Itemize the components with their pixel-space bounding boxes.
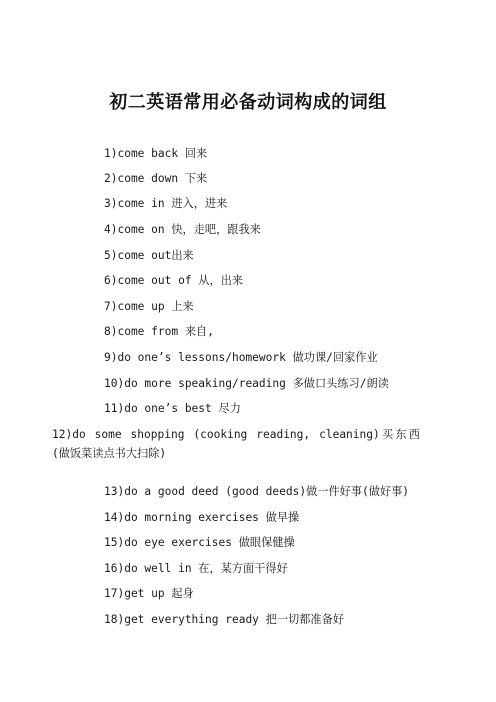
list-item: 10)do more speaking/reading 多做口头练习/朗读 [104, 377, 389, 390]
list-item: 17)get up 起身 [104, 587, 194, 600]
list-item: 11)do one’s best 尽力 [104, 402, 241, 415]
list-item: 5)come out出来 [104, 249, 194, 262]
list-item: 6)come out of 从，出来 [104, 274, 244, 287]
list-item: 18)get everything ready 把一切都准备好 [104, 613, 344, 626]
list-item: 8)come from 来自, [104, 325, 214, 338]
list-item: 4)come on 快，走吧，跟我来 [104, 223, 261, 236]
list-item: 1)come back 回来 [104, 147, 208, 160]
list-item: 16)do well in 在，某方面干得好 [104, 562, 288, 575]
document-title: 初二英语常用必备动词构成的词组 [109, 92, 387, 113]
list-item-text: 12)do some shopping (cooking reading, cleaning)买东西(做饭菜读点书大扫除) [52, 428, 420, 460]
list-item: 15)do eye exercises 做眼保健操 [104, 536, 295, 549]
list-item [52, 425, 420, 463]
list-item: 9)do one’s lessons/homework 做功课/回家作业 [104, 351, 378, 364]
list-item: 2)come down 下来 [104, 172, 208, 185]
list-item: 13)do a good deed (good deeds)做一件好事(做好事) [104, 485, 410, 498]
list-item: 14)do morning exercises 做早操 [104, 511, 300, 524]
list-item: 3)come in 进入，进来 [104, 197, 228, 210]
list-item: 7)come up 上来 [104, 300, 194, 313]
